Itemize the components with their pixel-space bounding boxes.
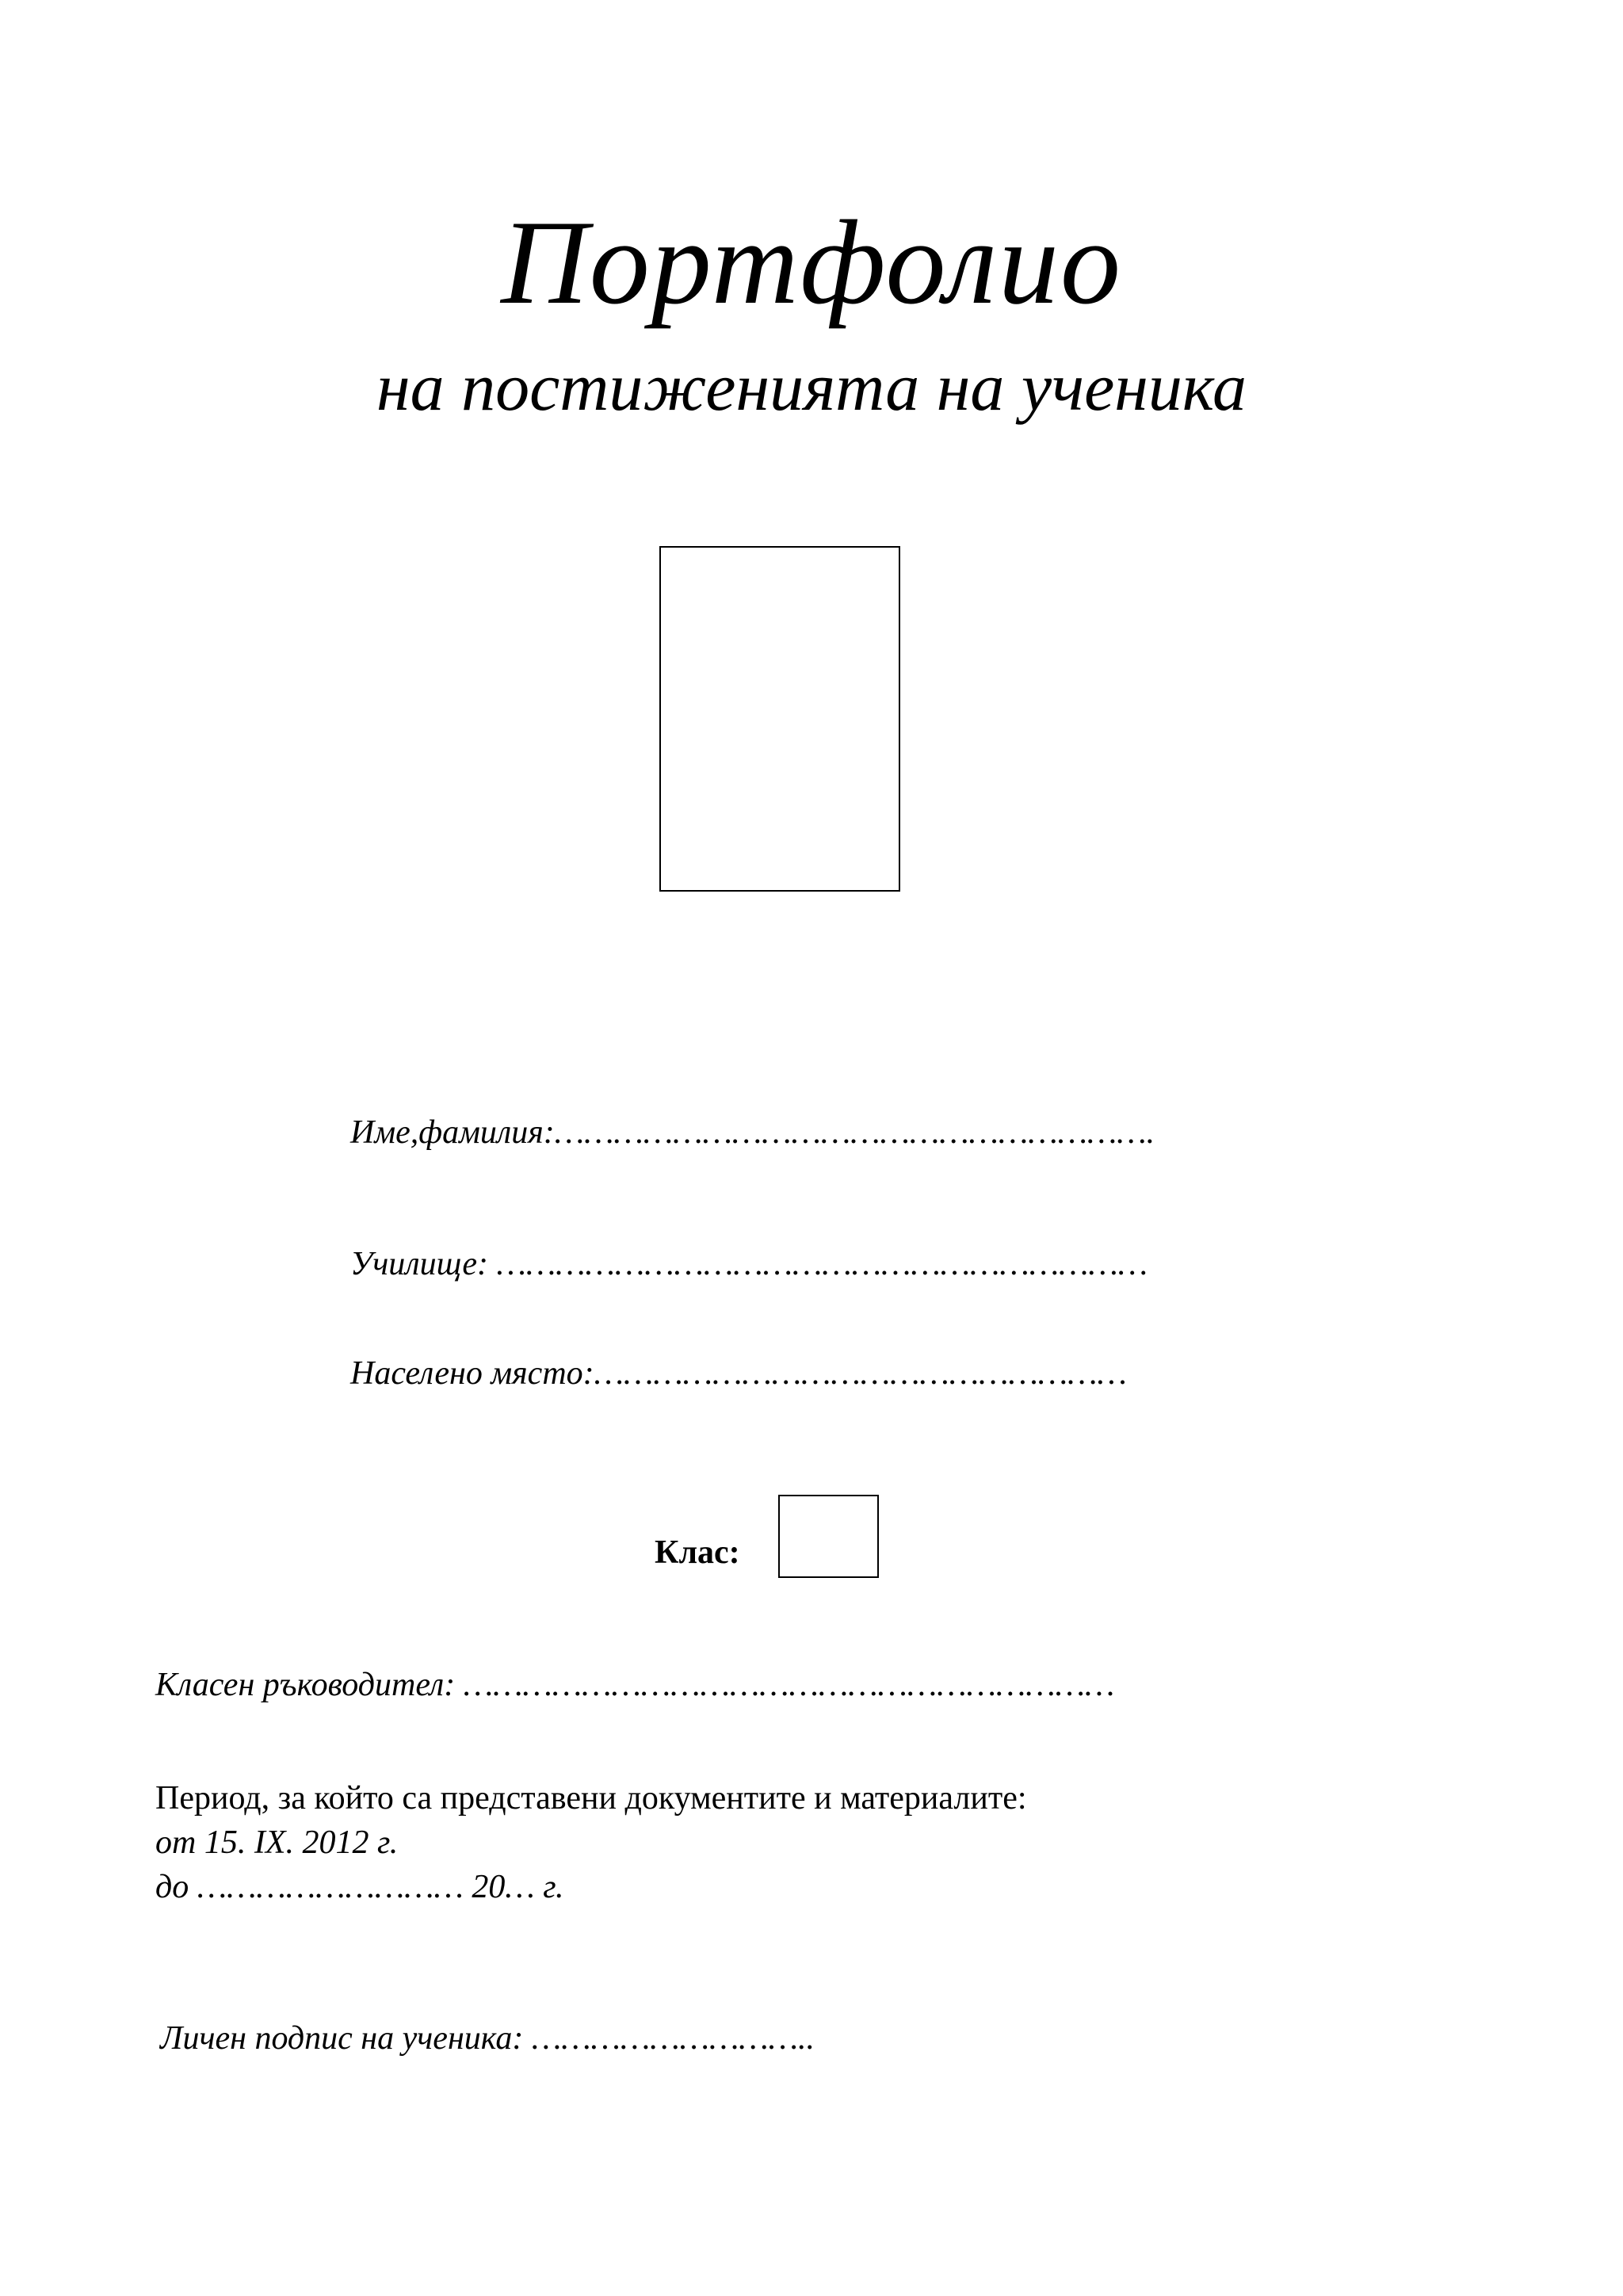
signature-field: Личен подпис на ученика: ……………………….. xyxy=(160,2020,815,2057)
place-field: Населено място:……………………………………………… xyxy=(350,1355,1127,1392)
period-from: от 15. IX. 2012 г. xyxy=(155,1824,399,1861)
class-box xyxy=(778,1495,879,1578)
photo-box xyxy=(659,546,900,892)
period-to: до ……………………… 20… г. xyxy=(155,1869,564,1905)
class-label: Клас: xyxy=(655,1534,740,1571)
document-subtitle: на постиженията на ученика xyxy=(376,349,1247,425)
school-field: Училище: ………………………………………………………… xyxy=(350,1246,1148,1282)
period-label: Период, за който са представени документите и материалите: xyxy=(155,1780,1027,1817)
document-title: Портфолио xyxy=(501,196,1122,329)
class-teacher-field: Класен ръководител: ………………………………………………………… xyxy=(155,1667,1115,1703)
name-field: Име,фамилия:……………………………………………………. xyxy=(350,1114,1155,1151)
